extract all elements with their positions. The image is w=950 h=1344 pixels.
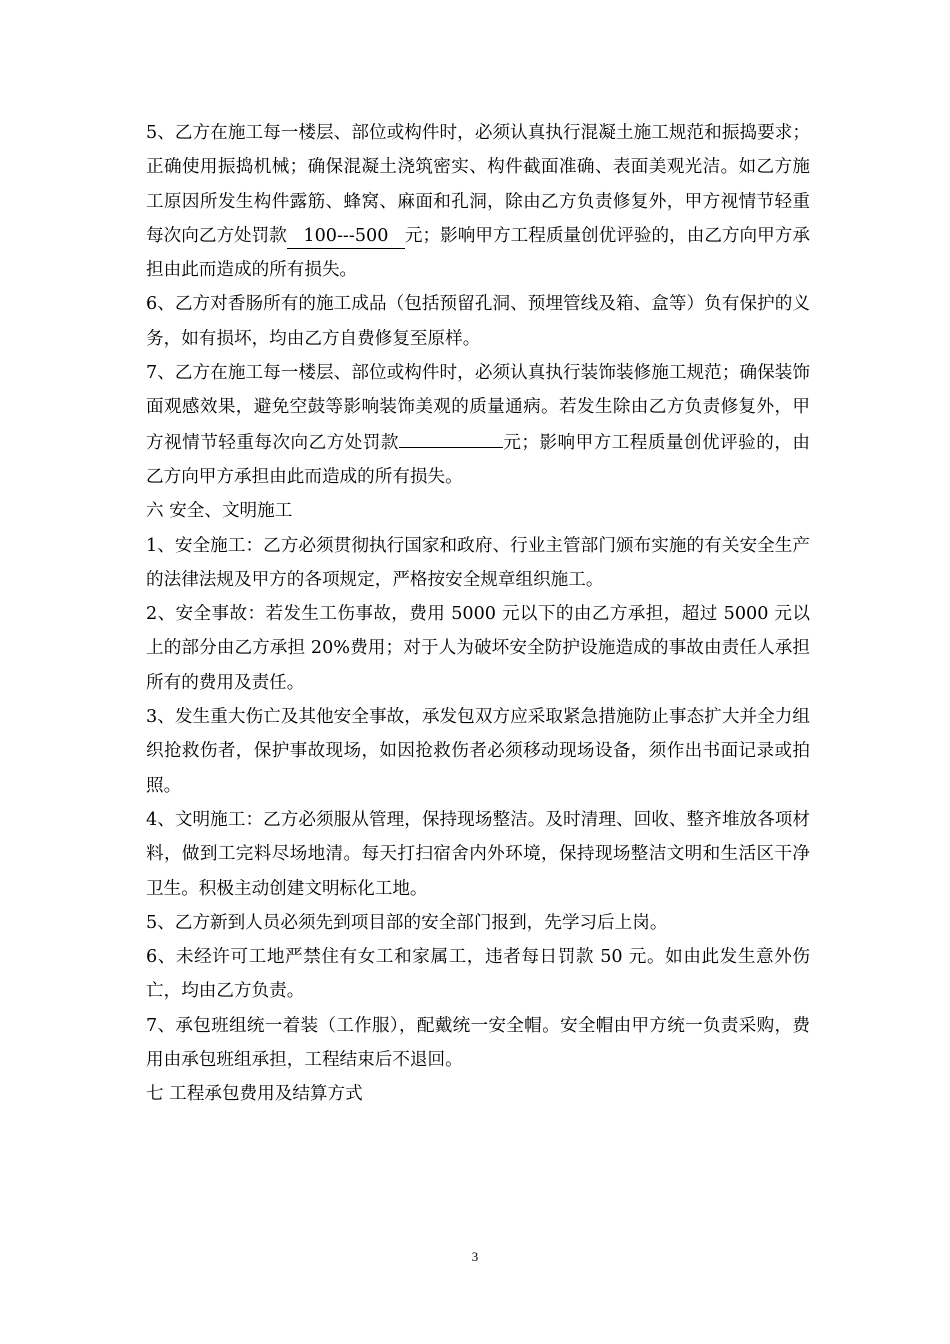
safety-clause-5: 5、乙方新到人员必须先到项目部的安全部门报到，先学习后上岗。 (146, 912, 668, 933)
clause-6-protection: 6、乙方对香肠所有的施工成品（包括预留孔洞、预埋管线及箱、盒等）负有保护的义务，如有损坏，均由乙方自费修复至原样。 (146, 294, 810, 349)
safety-clause-1: 1、安全施工：乙方必须贯彻执行国家和政府、行业主管部门颁布实施的有关安全生产的法律法规及甲方的各项规定，严格按安全规章组织施工。 (146, 535, 810, 590)
safety-clause-3: 3、发生重大伤亡及其他安全事故，承发包双方应采取紧急措施防止事态扩大并全力组织抢救伤者，保护事故现场，如因抢救伤者必须移动现场设备，须作出书面记录或拍照。 (146, 707, 810, 796)
clause-text: 元；影响甲方工程质量创优评验的，由乙方向甲方承担由此而造成的所有损失。 (146, 225, 810, 281)
section-heading-fees: 七 工程承包费用及结算方式 (146, 1084, 363, 1105)
clause-text: 5、乙方在施工每一楼层、部位或构件时，必须认真执行混凝土施工规范和振捣要求；正确使用振捣机械；确保混凝土浇筑密实、构件截面准确、表面美观光洁。如乙方施工原因所发生构件露筋、蜂窝、麻面和孔洞，除由乙方负责修复外，甲方视情节轻重每次向乙方处罚款 (146, 123, 810, 246)
clause-7-decoration (146, 356, 810, 494)
fine-amount-field: 100---500 (287, 224, 405, 249)
clause-text: 7、乙方在施工每一楼层、部位或构件时，必须认真执行装饰装修施工规范；确保装饰面观感效果，避免空鼓等影响装饰美观的质量通病。若发生除由乙方负责修复外，甲方视情节轻重每次向乙方处罚款 (146, 363, 810, 453)
safety-clause-4: 4、文明施工：乙方必须服从管理，保持现场整洁。及时清理、回收、整齐堆放各项材料，做到工完料尽场地清。每天打扫宿舍内外环境，保持现场整洁文明和生活区干净卫生。积极主动创建文明标化工地。 (146, 809, 810, 899)
document-body (146, 116, 810, 1112)
safety-clause-6: 6、未经许可工地严禁住有女工和家属工，违者每日罚款 50 元。如由此发生意外伤亡，均由乙方负责。 (146, 947, 810, 1002)
blank-fine-field (399, 425, 503, 448)
clause-text: 元；影响甲方工程质量创优评验的，由乙方向甲方承担由此而造成的所有损失。 (146, 432, 810, 487)
section-heading-safety: 六 安全、文明施工 (146, 501, 293, 522)
page-number: 3 (471, 1249, 479, 1264)
clause-5-concrete (146, 116, 810, 287)
safety-clause-2: 2、安全事故：若发生工伤事故，费用 5000 元以下的由乙方承担，超过 5000 元以上的部分由乙方承担 20%费用；对于人为破坏安全防护设施造成的事故由责任人承担所有的费用及责任。 (146, 604, 810, 693)
safety-clause-7: 7、承包班组统一着装（工作服），配戴统一安全帽。安全帽由甲方统一负责采购，费用由承包班组承担，工程结束后不退回。 (146, 1015, 810, 1071)
